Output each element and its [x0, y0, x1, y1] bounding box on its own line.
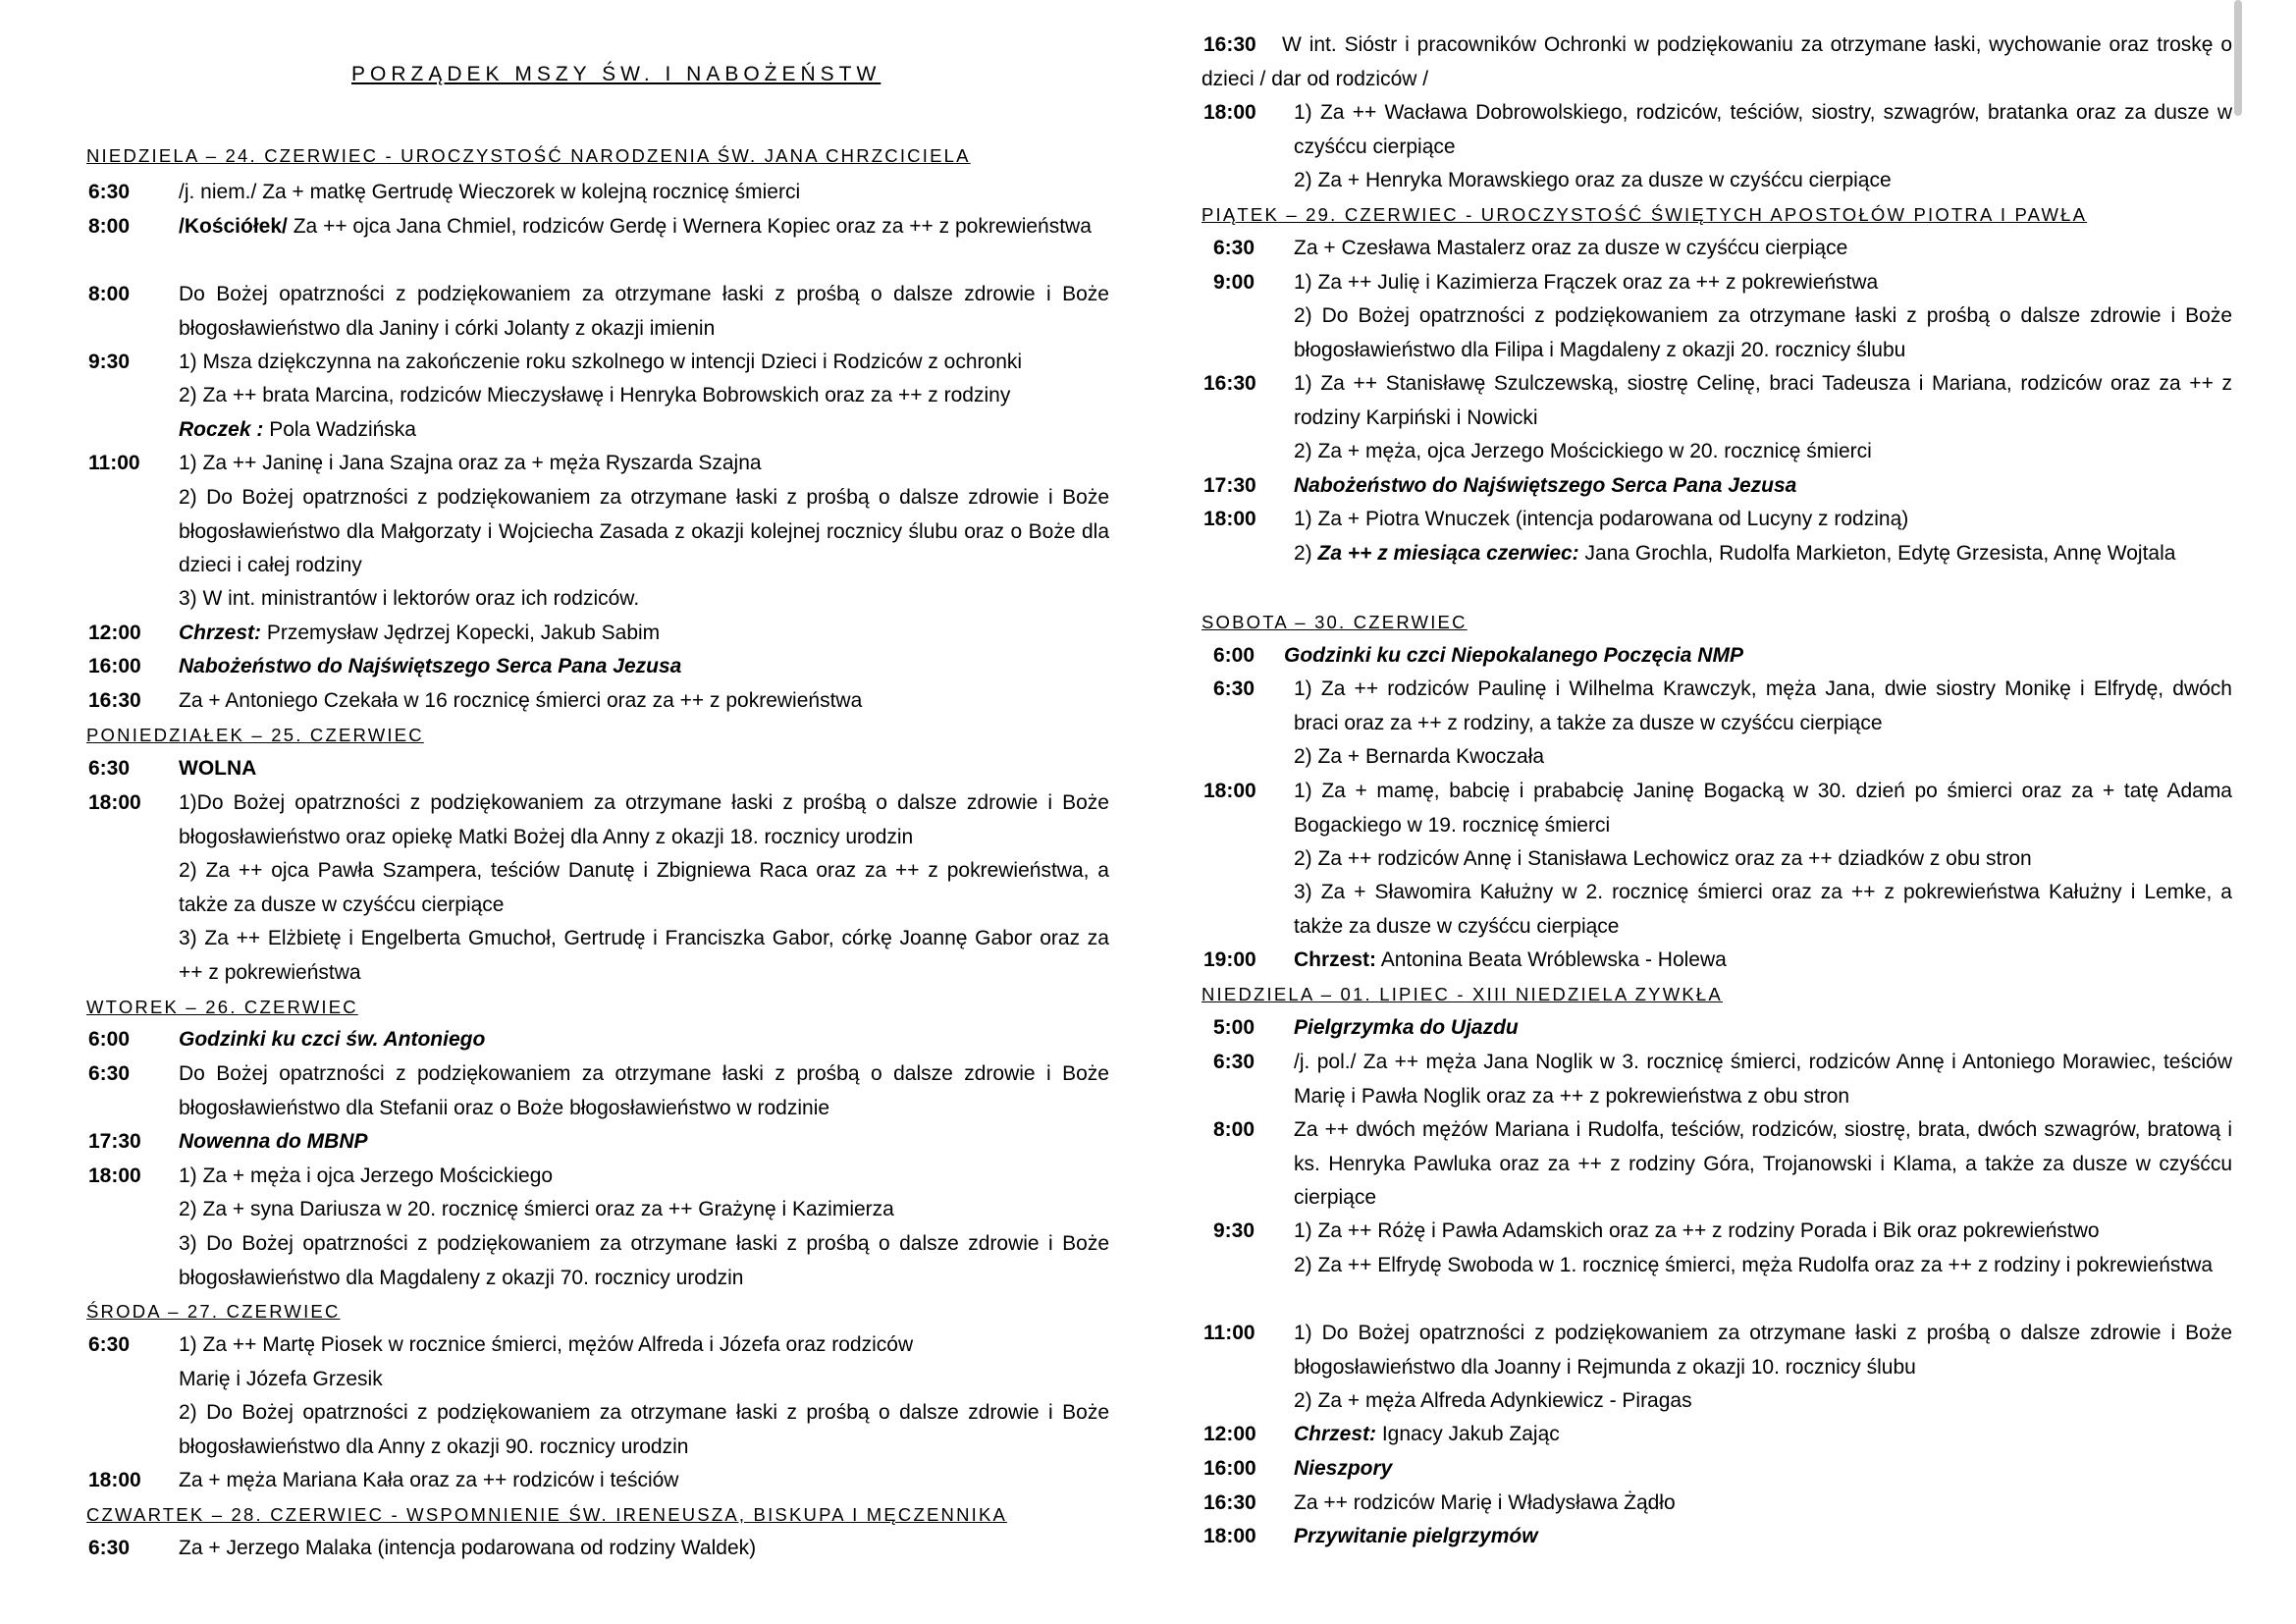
entry-text: Chrzest: Przemysław Jędrzej Kopecki, Jakub Sabim — [179, 622, 661, 644]
entry-time: 8:00 — [1213, 1118, 1255, 1141]
entry-text: 2) Za ++ brata Marcina, rodziców Mieczysławę i Henryka Bobrowskich oraz za ++ z rodziny — [179, 384, 1011, 406]
day-heading: ŚRODA – 27. CZERWIEC — [86, 1301, 341, 1322]
entry-text: 2) Za + syna Dariusza w 20. rocznicę śmierci oraz za ++ Grażynę i Kazimierza — [179, 1198, 894, 1220]
entry-time: 16:30 — [1203, 1491, 1256, 1514]
entry-text: Chrzest: Antonina Beata Wróblewska - Holewa — [1294, 948, 1727, 971]
entry-time: 18:00 — [88, 791, 141, 814]
entry-text: 2) Za ++ z miesiąca czerwiec: Jana Grochla, Rudolfa Markieton, Edytę Grzesista, Annę Wojtala — [1294, 542, 2176, 565]
entry-time: 17:30 — [88, 1130, 141, 1153]
entry-text: Do Bożej opatrzności z podziękowaniem za otrzymane łaski z prośbą o dalsze zdrowie i Boże błogosławieństwo dla Janiny i córki Jolanty z okazji imienin — [179, 283, 1109, 340]
entry-text: 1)Do Bożej opatrzności z podziękowaniem za otrzymane łaski z prośbą o dalsze zdrowie i Boże błogosławieństwo oraz opiekę Matki Bożej dla Anny z okazji 18. rocznicy urodzin — [179, 791, 1109, 848]
entry-text — [1284, 639, 2232, 674]
entry-time: 6:30 — [88, 1333, 131, 1356]
entry-text: 2) Do Bożej opatrzności z podziękowaniem za otrzymane łaski z prośbą o dalsze zdrowie i Boże błogosławieństwo dla Anny z okazji 90. rocznicy urodzin — [179, 1401, 1109, 1458]
entry-text: 1) Za ++ Wacława Dobrowolskiego, rodziców, teściów, siostry, szwagrów, bratanka oraz za dusze w czyśćcu cierpiące — [1294, 101, 2232, 158]
entry-text: 2) Do Bożej opatrzności z podziękowaniem za otrzymane łaski z prośbą o dalsze zdrowie i Boże błogosławieństwo dla Małgorzaty i Wojciecha Zasada z okazji kolejnej rocznicy ślubu oraz o Boże dla dzieci i całej rodziny — [179, 486, 1109, 576]
entry-text: 3) Do Bożej opatrzności z podziękowaniem za otrzymane łaski z prośbą o dalsze zdrowie i Boże błogosławieństwo dla Magdaleny z okazji 70. rocznicy urodzin — [179, 1232, 1109, 1289]
entry-lead: Nabożeństwo do Najświętszego Serca Pana Jezusa — [1294, 474, 1797, 497]
entry-text: 1) Za ++ Martę Piosek w rocznice śmierci, mężów Alfreda i Józefa oraz rodziców — [179, 1333, 914, 1356]
entry-time: 18:00 — [1203, 101, 1256, 124]
entry-time: 6:30 — [1213, 677, 1255, 700]
entry-time: 8:00 — [88, 215, 131, 238]
entry-time: 16:00 — [88, 655, 141, 677]
day-heading: SOBOTA – 30. CZERWIEC — [1201, 612, 1468, 632]
entry-time: 11:00 — [88, 452, 140, 474]
entry-text: 2) Za ++ Elfrydę Swoboda w 1. rocznicę śmierci, męża Rudolfa oraz za ++ z rodziny i pokrewieństwa — [1294, 1254, 2214, 1276]
entry-text — [179, 752, 1109, 786]
day-heading: CZWARTEK – 28. CZERWIEC - WSPOMNIENIE ŚW. IRENEUSZA, BISKUPA I MĘCZENNIKA — [86, 1504, 1008, 1525]
entry-time: 6:00 — [88, 1028, 131, 1051]
entry-lead: Pielgrzymka do Ujazdu — [1294, 1016, 1519, 1039]
entry-lead: Przywitanie pielgrzymów — [1294, 1525, 1538, 1547]
entry-time: 18:00 — [88, 1164, 141, 1187]
entry-time: 5:00 — [1213, 1016, 1255, 1039]
entry-text: 2) Za + męża Alfreda Adynkiewicz - Piragas — [1294, 1389, 1692, 1412]
entry-text: 3) Za ++ Elżbietę i Engelberta Gmuchoł, Gertrudę i Franciszka Gabor, córkę Joannę Gabor oraz za ++ z pokrewieństwa — [179, 927, 1109, 984]
entry-time: 6:30 — [88, 181, 131, 203]
entry-text — [179, 1023, 1109, 1057]
entry-text — [1294, 1520, 2232, 1554]
entry-time: 8:00 — [88, 283, 131, 305]
entry-time: 6:30 — [88, 1062, 131, 1085]
day-heading: NIEDZIELA – 01. LIPIEC - XIII NIEDZIELA ZYWKŁA — [1201, 984, 1723, 1004]
entry-lead: Chrzest: — [1294, 1423, 1377, 1445]
entry-time: 6:30 — [1213, 237, 1255, 259]
entry-time: 18:00 — [1203, 508, 1256, 530]
entry-time: 18:00 — [1203, 780, 1256, 802]
entry-time: 16:30 — [88, 689, 141, 712]
entry-time: 9:30 — [88, 351, 131, 373]
entry-lead: Nowenna do MBNP — [179, 1130, 368, 1153]
day-heading: NIEDZIELA – 24. CZERWIEC - UROCZYSTOŚĆ NARODZENIA ŚW. JANA CHRZCICIELA — [86, 145, 971, 166]
entry-text — [1294, 469, 2232, 504]
entry-time: 6:00 — [1213, 644, 1255, 667]
entry-text: Do Bożej opatrzności z podziękowaniem za otrzymane łaski z prośbą o dalsze zdrowie i Boże błogosławieństwo dla Stefanii oraz o Boże błogosławieństwo w rodzinie — [179, 1062, 1109, 1119]
entry-text: 1) Za ++ Janinę i Jana Szajna oraz za + męża Ryszarda Szajna — [179, 452, 762, 474]
entry-text: 2) Za ++ ojca Pawła Szampera, teściów Danutę i Zbigniewa Raca oraz za ++ z pokrewieństwa, a także za dusze w czyśćcu cierpiące — [179, 859, 1109, 916]
entry-text: Za + Czesława Mastalerz oraz za dusze w czyśćcu cierpiące — [1294, 237, 1848, 259]
entry-text: Za + męża Mariana Kała oraz za ++ rodziców i teściów — [179, 1469, 679, 1491]
entry-text: 2) Za + Henryka Morawskiego oraz za dusze w czyśćcu cierpiące — [1294, 169, 1892, 191]
entry-lead: /Kościółek/ — [179, 215, 288, 238]
entry-text: 1) Za + Piotra Wnuczek (intencja podarowana od Lucyny z rodziną) — [1294, 508, 1909, 530]
entry-time: 9:30 — [1213, 1219, 1255, 1242]
entry-text: Za ++ rodziców Marię i Władysława Żądło — [1294, 1491, 1676, 1514]
entry-text: Chrzest: Ignacy Jakub Zając — [1294, 1423, 1560, 1445]
entry-time: 12:00 — [88, 622, 141, 644]
entry-text: 1) Do Bożej opatrzności z podziękowaniem za otrzymane łaski z prośbą o dalsze zdrowie i Boże błogosławieństwo dla Joanny i Rejmunda z okazji 10. rocznicy ślubu — [1294, 1322, 2232, 1379]
entry-time: 17:30 — [1203, 474, 1256, 497]
entry-text: 2) Za + Bernarda Kwoczała — [1294, 745, 1545, 768]
day-heading: PIĄTEK – 29. CZERWIEC - UROCZYSTOŚĆ ŚWIĘTYCH APOSTOŁÓW PIOTRA I PAWŁA — [1201, 204, 2088, 225]
entry-lead: Godzinki ku czci Niepokalanego Poczęcia NMP — [1284, 644, 1743, 667]
day-heading: PONIEDZIAŁEK – 25. CZERWIEC — [86, 725, 424, 745]
entry-text: W int. Sióstr i pracowników Ochronki w podziękowaniu za otrzymane łaski, wychowanie oraz troskę o dzieci / dar od rodziców / — [1201, 33, 2232, 90]
entry-text: Za + Antoniego Czekała w 16 rocznicę śmierci oraz za ++ z pokrewieństwa — [179, 689, 863, 712]
entry-text: Za ++ dwóch mężów Mariana i Rudolfa, teściów, rodziców, siostrę, brata, dwóch szwagrów, bratową i ks. Henryka Pawluka oraz za ++ z rodziny Góra, Trojanowski i Klama, a także za dusze w czyśćcu cierpiące — [1294, 1118, 2232, 1209]
entry-text: 1) Za ++ Różę i Pawła Adamskich oraz za ++ z rodziny Porada i Bik oraz pokrewieństwo — [1294, 1219, 2100, 1242]
entry-text: 1) Za ++ Julię i Kazimierza Frączek oraz za ++ z pokrewieństwa — [1294, 271, 1879, 294]
day-heading: WTOREK – 26. CZERWIEC — [86, 997, 358, 1017]
entry-text: 2) Za ++ rodziców Annę i Stanisława Lechowicz oraz za ++ dziadków z obu stron — [1294, 847, 2032, 870]
entry-text: 1) Za ++ rodziców Paulinę i Wilhelma Krawczyk, męża Jana, dwie siostry Monikę i Elfrydę, dwóch braci oraz za ++ z rodziny, a także za dusze w czyśćcu cierpiące — [1294, 677, 2232, 734]
entry-time: 6:30 — [1213, 1051, 1255, 1073]
entry-text: 3) W int. ministrantów i lektorów oraz ich rodziców. — [179, 587, 640, 610]
entry-time: 19:00 — [1203, 948, 1256, 971]
entry-text: 1) Msza dziękczynna na zakończenie roku szkolnego w intencji Dzieci i Rodziców z ochronki — [179, 351, 1023, 373]
entry-text: /j. niem./ Za + matkę Gertrudę Wieczorek w kolejną rocznicę śmierci — [179, 181, 801, 203]
entry-text: 2) Do Bożej opatrzności z podziękowaniem za otrzymane łaski z prośbą o dalsze zdrowie i Boże błogosławieństwo dla Filipa i Magdaleny z okazji 20. rocznicy ślubu — [1294, 304, 2232, 361]
entry-time: 18:00 — [88, 1469, 141, 1491]
entry-text: Za + Jerzego Malaka (intencja podarowana od rodziny Waldek) — [179, 1537, 757, 1559]
entry-text: /Kościółek/ Za ++ ojca Jana Chmiel, rodziców Gerdę i Wernera Kopiec oraz za ++ z pokrewieństwa — [179, 215, 1092, 238]
entry-lead: Chrzest: — [1294, 948, 1377, 971]
entry-time: 6:30 — [88, 757, 131, 780]
entry-text — [1294, 1452, 2232, 1487]
entry-time: 12:00 — [1203, 1423, 1256, 1445]
entry-lead: WOLNA — [179, 757, 257, 780]
entry-lead: Nabożeństwo do Najświętszego Serca Pana Jezusa — [179, 655, 682, 677]
entry-text — [179, 1125, 1109, 1160]
entry-time: 6:30 — [88, 1537, 131, 1559]
entry-text: Marię i Józefa Grzesik — [179, 1368, 383, 1390]
vertical-scrollbar[interactable] — [2234, 0, 2242, 116]
entry-lead: Nieszpory — [1294, 1457, 1393, 1480]
entry-lead: Chrzest: — [179, 622, 262, 644]
entry-text: 3) Za + Sławomira Kałużny w 2. rocznicę śmierci oraz za ++ z pokrewieństwa Kałużny i Lemke, a także za dusze w czyśćcu cierpiące — [1294, 881, 2232, 938]
entry-time: 16:30 — [1203, 372, 1256, 395]
entry-time: 9:00 — [1213, 271, 1255, 294]
entry-text — [1294, 1011, 2232, 1046]
entry-text: 1) Za + męża i ojca Jerzego Mościckiego — [179, 1164, 554, 1187]
entry-text: 2) Za + męża, ojca Jerzego Mościckiego w 20. rocznicę śmierci — [1294, 440, 1872, 462]
entry-text — [179, 650, 1109, 684]
entry-lead: Roczek : — [179, 418, 264, 441]
entry-text: 1) Za ++ Stanisławę Szulczewską, siostrę Celinę, braci Tadeusza i Mariana, rodziców oraz za ++ z rodziny Karpiński i Nowicki — [1294, 372, 2232, 429]
entry-lead: Godzinki ku czci św. Antoniego — [179, 1028, 486, 1051]
entry-time: 16:00 — [1203, 1457, 1256, 1480]
entry-lead: Za ++ z miesiąca czerwiec: — [1317, 542, 1579, 565]
entry-text: /j. pol./ Za ++ męża Jana Noglik w 3. rocznicę śmierci, rodziców Annę i Antoniego Morawiec, teściów Marię i Pawła Noglik oraz za ++ z pokrewieństwa z obu stron — [1294, 1051, 2232, 1108]
page-title: PORZĄDEK MSZY ŚW. I NABOŻEŃSTW — [351, 63, 881, 85]
entry-text: 1) Za + mamę, babcię i prababcię Janinę Bogacką w 30. dzień po śmierci oraz za + tatę Adama Bogackiego w 19. rocznicę śmierci — [1294, 780, 2232, 837]
entry-time: 18:00 — [1203, 1525, 1256, 1547]
entry-text: Roczek : Pola Wadzińska — [179, 418, 416, 441]
entry-time: 16:30 — [1203, 33, 1256, 56]
entry-time: 11:00 — [1203, 1322, 1255, 1344]
